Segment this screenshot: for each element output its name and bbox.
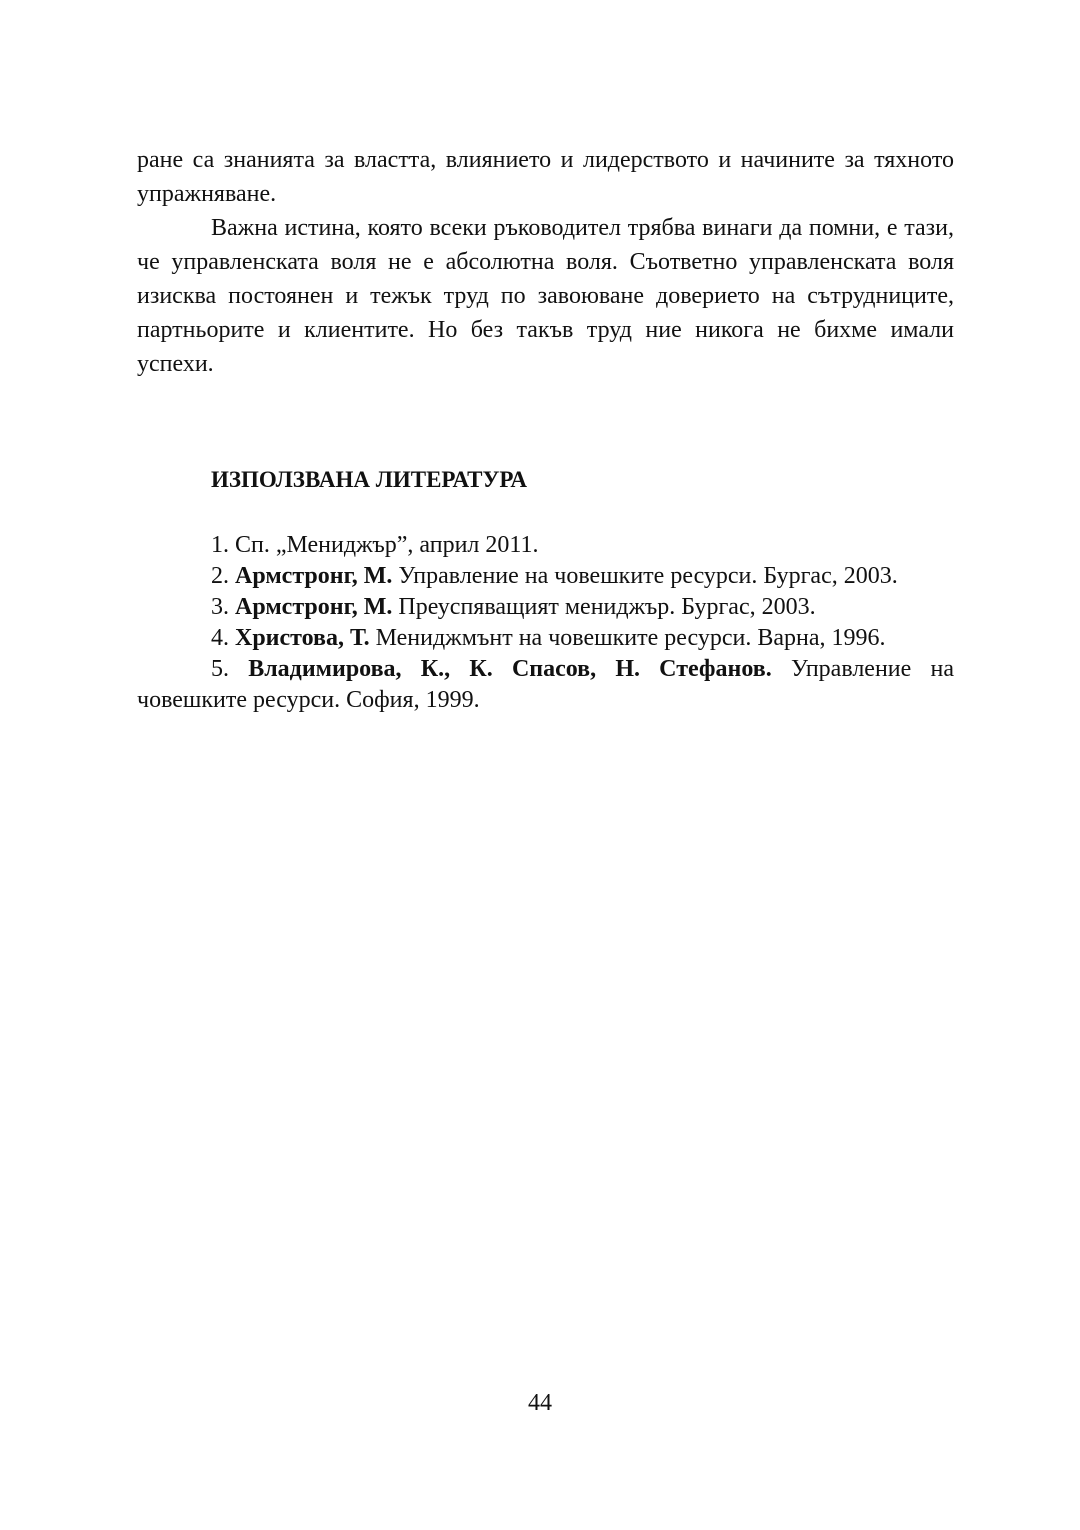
reference-text: Мениджмънт на човешките ресурси. Варна, 1996. [375, 625, 886, 651]
body-paragraph: Важна истина, която всеки ръководител трябва винаги да помни, е тази, че управленската воля не е абсолютна воля. Съответно управленската воля изисква постоянен и тежък труд по завоюване доверието на сътрудниците, партньорите и клиентите. Но без такъв труд ние никога не бихме имали успехи. [137, 215, 954, 377]
body-paragraph-continuation: ране са знанията за властта, влиянието и лидерството и начините за тяхното упражняване. [137, 147, 954, 207]
reference-number: 1. [211, 532, 229, 558]
reference-item [137, 561, 954, 592]
document-page [137, 143, 954, 716]
reference-text: Сп. „Мениджър”, април 2011. [235, 532, 539, 558]
reference-text: Управление на човешките ресурси. София, 1999. [137, 656, 954, 713]
page-number: 44 [528, 1390, 552, 1416]
reference-author: Армстронг, М. [235, 594, 393, 620]
reference-number: 5. [211, 656, 229, 682]
reference-item [137, 623, 954, 654]
reference-text: Преуспяващият мениджър. Бургас, 2003. [398, 594, 816, 620]
reference-author: Армстронг, М. [235, 563, 393, 589]
reference-author: Христова, Т. [235, 625, 370, 651]
reference-number: 2. [211, 563, 229, 589]
references-heading: ИЗПОЛЗВАНА ЛИТЕРАТУРА [211, 467, 528, 492]
reference-author: Владимирова, К., К. Спасов, Н. Стефанов. [248, 656, 772, 682]
reference-number: 3. [211, 594, 229, 620]
references-list [137, 530, 954, 716]
reference-number: 4. [211, 625, 229, 651]
reference-item [137, 530, 954, 561]
reference-text: Управление на човешките ресурси. Бургас, 2003. [398, 563, 898, 589]
reference-item [137, 592, 954, 623]
reference-item [137, 654, 954, 716]
